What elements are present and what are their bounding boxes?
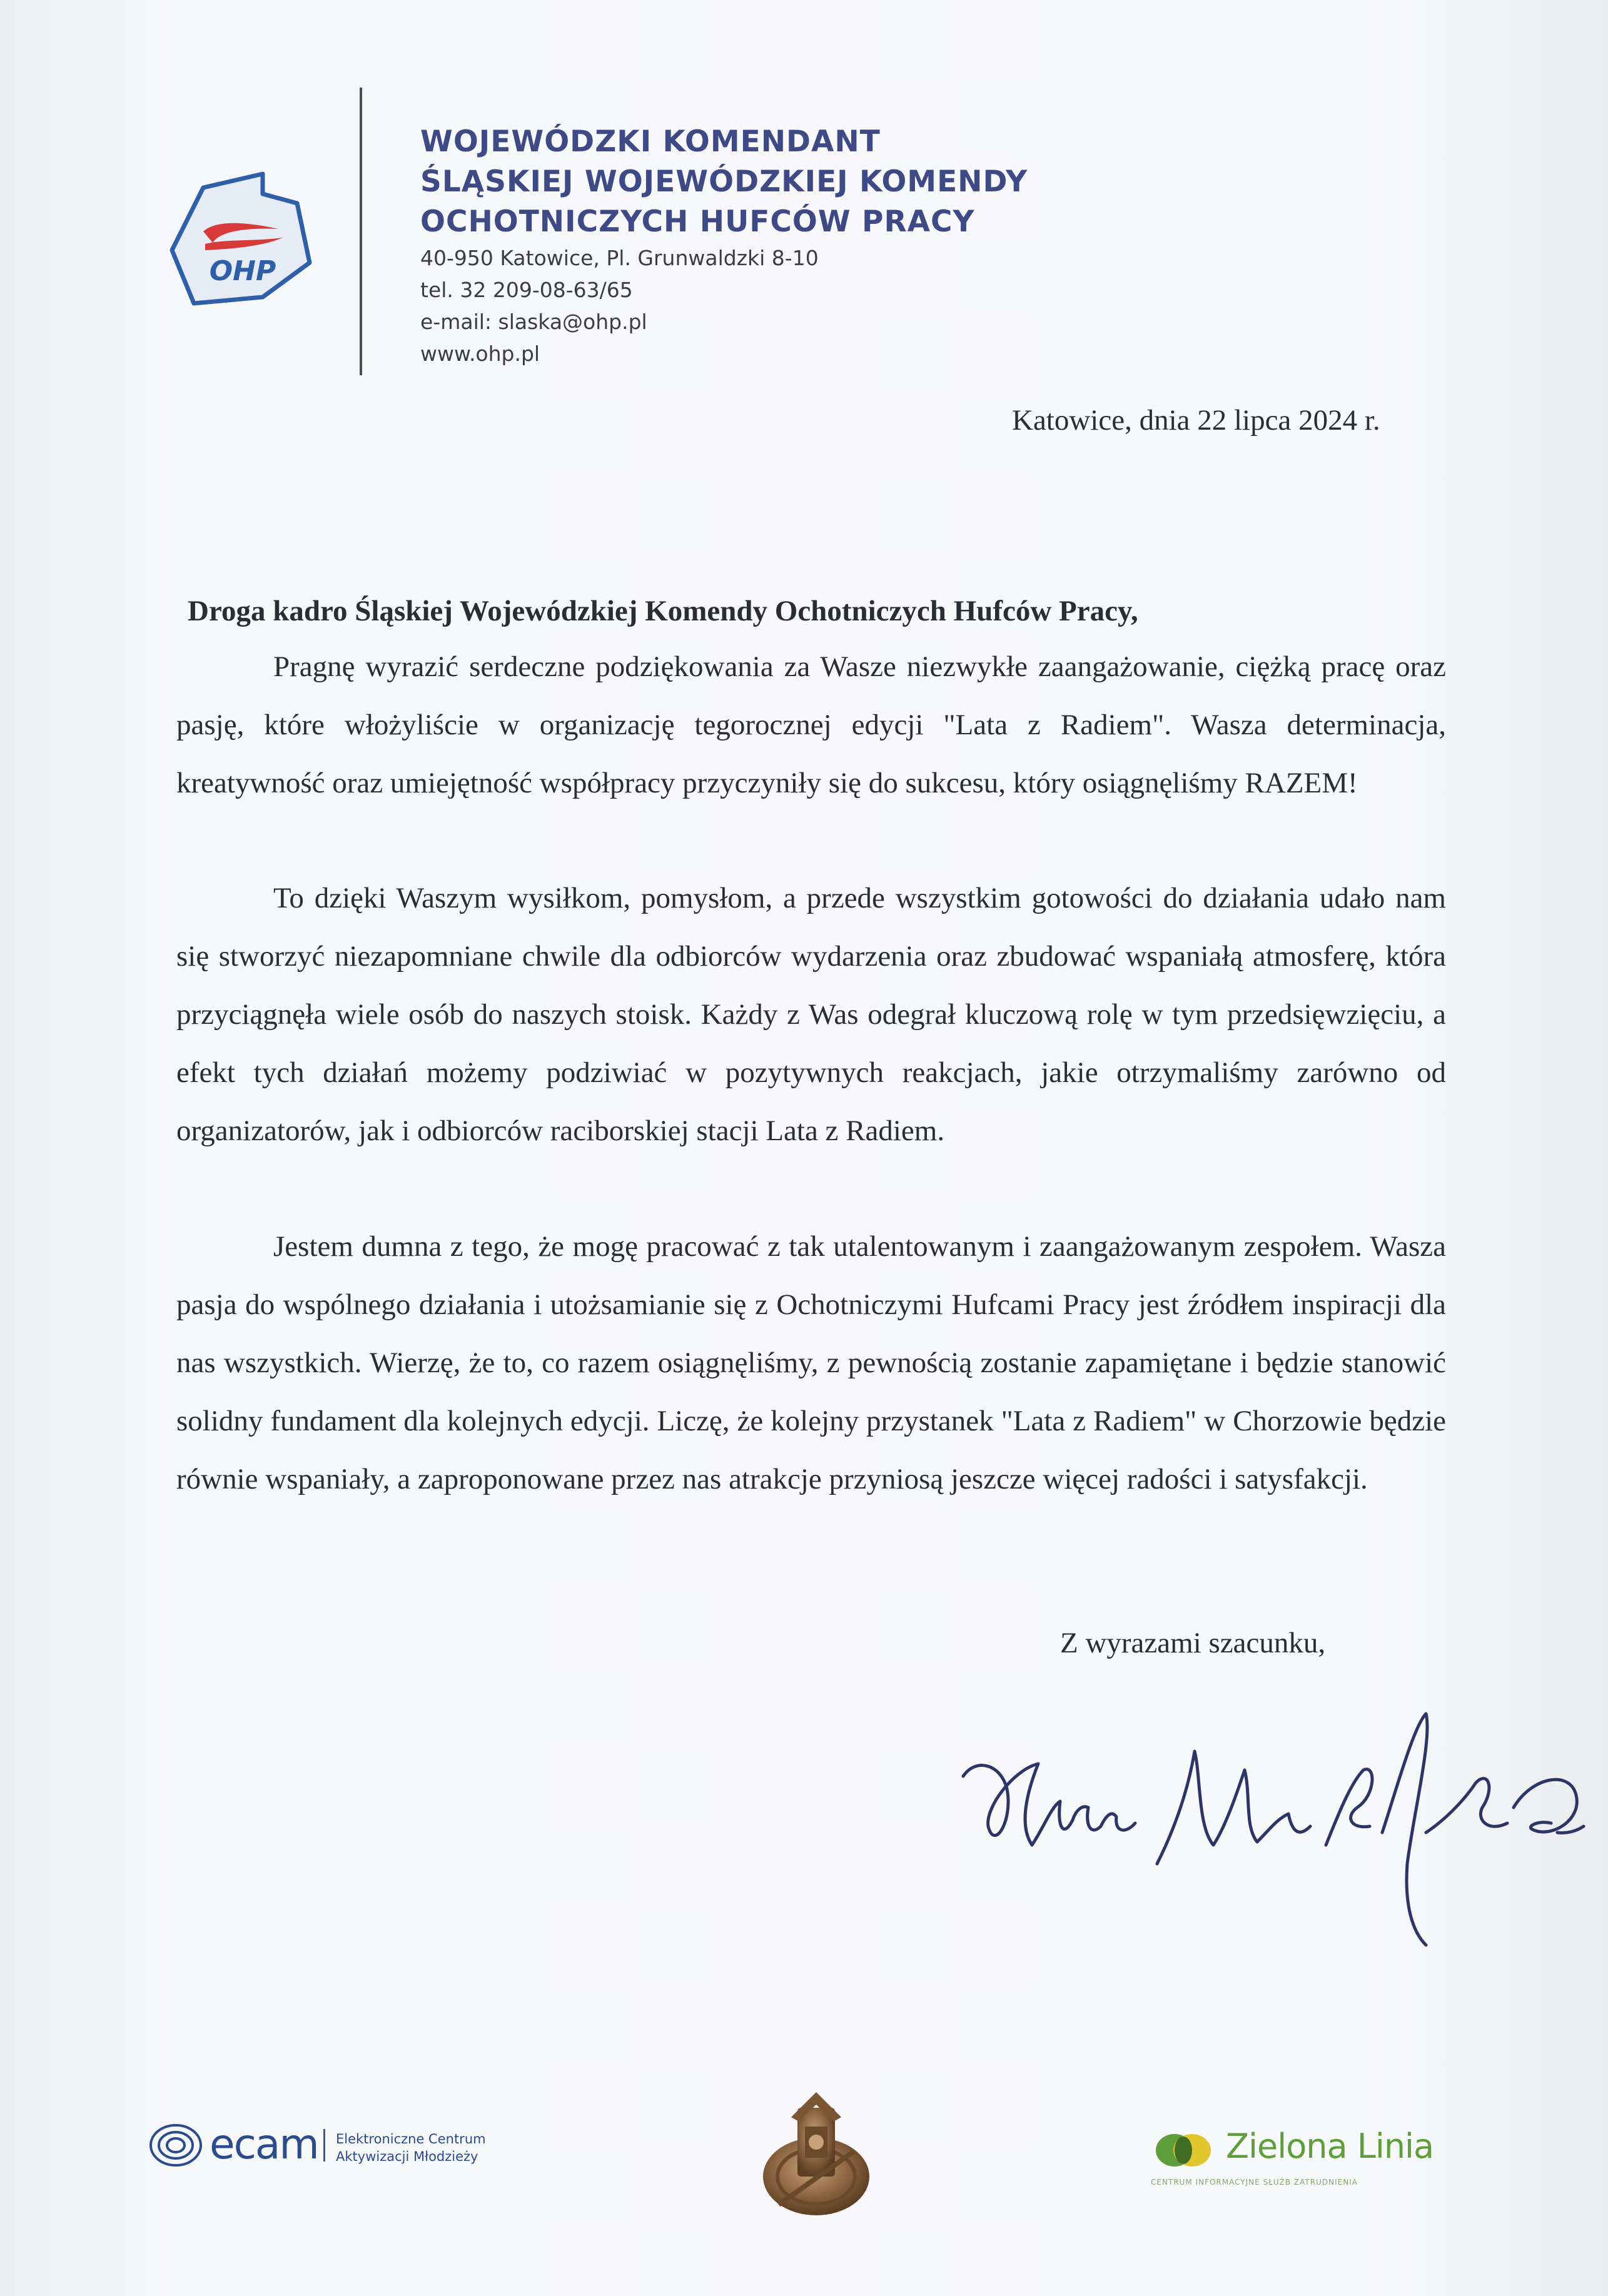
letterhead-title-line: ŚLĄSKIEJ WOJEWÓDZKIEJ KOMENDY (420, 164, 1028, 199)
greeting: Droga kadro Śląskiej Wojewódzkiej Komendy Ochotniczych Hufców Pracy, (188, 595, 1138, 627)
zielona-linia-wordmark: Zielona Linia (1226, 2127, 1434, 2166)
closing: Z wyrazami szacunku, (1060, 1627, 1326, 1659)
paragraph: Pragnę wyrazić serdeczne podziękowania za Wasze niezwykłe zaangażowanie, ciężką pracę oraz pasję, które włożyliście w organizację tegorocznej edycji "Lata z Radiem". Wasza determinacja, kreatywność oraz umiejętność współpracy przyczyniły się do sukcesu, który osiągnęliśmy RAZEM! (176, 650, 1446, 799)
paragraph: Jestem dumna z tego, że mogę pracować z tak utalentowanym i zaangażowanym zespołem. Wasza pasja do wspólnego działania i utożsamianie się z Ochotniczymi Hufcami Pracy jest źródłem inspiracji dla nas wszystkich. Wierzę, że to, co razem osiągnęliśmy, z pewnością zostanie zapamiętane i będzie stanowić solidny fundament dla kolejnych edycji. Liczę, że kolejny przystanek "Lata z Radiem" w Chorzowie będzie równie wspaniały, a zaproponowane przez nas atrakcje przyniosą jeszcze więcej radości i satysfakcji. (176, 1230, 1446, 1495)
website: www.ohp.pl (420, 341, 540, 366)
letterhead-title-line: WOJEWÓDZKI KOMENDANT (420, 124, 881, 159)
ecam-subtitle-line: Aktywizacji Młodzieży (336, 2149, 478, 2164)
ohp-badge-seal (754, 2083, 879, 2220)
ecam-logo (147, 2114, 497, 2177)
letterhead (420, 122, 1028, 370)
email: e-mail: slaska@ohp.pl (420, 310, 647, 334)
ohp-logo (169, 169, 313, 306)
zielona-linia-logo (1151, 2127, 1434, 2189)
zielona-linia-leaf-icon (1155, 2132, 1217, 2169)
phone: tel. 32 209-08-63/65 (420, 278, 633, 302)
signature (951, 1701, 1589, 1964)
paragraph: To dzięki Waszym wysiłkom, pomysłom, a przede wszystkim gotowości do działania udało nam się stworzyć niezapomniane chwile dla odbiorców wydarzenia oraz zbudować wspaniałą atmosferę, która przyciągnęła wiele osób do naszych stoisk. Każdy z Was odegrał kluczową rolę w tym przedsięwzięciu, a efekt tych działań możemy podziwiać w pozytywnych reakcjach, jakie otrzymaliśmy zarówno od organizatorów, jak i odbiorców raciborskiej stacji Lata z Radiem. (176, 882, 1446, 1147)
address: 40-950 Katowice, Pl. Grunwaldzki 8-10 (420, 246, 819, 270)
letter-date: Katowice, dnia 22 lipca 2024 r. (1012, 404, 1380, 437)
ecam-divider (323, 2129, 325, 2162)
letterhead-title-line: OCHOTNICZYCH HUFCÓW PRACY (420, 205, 975, 239)
svg-text:OHP: OHP (209, 255, 276, 287)
ecam-swirl-icon (147, 2122, 205, 2169)
ecam-subtitle-line: Elektroniczne Centrum (336, 2132, 486, 2147)
header-divider (360, 88, 362, 375)
ecam-wordmark: ecam (210, 2120, 318, 2168)
zielona-linia-subtitle: CENTRUM INFORMACYJNE SŁUŻB ZATRUDNIENIA (1151, 2178, 1358, 2187)
